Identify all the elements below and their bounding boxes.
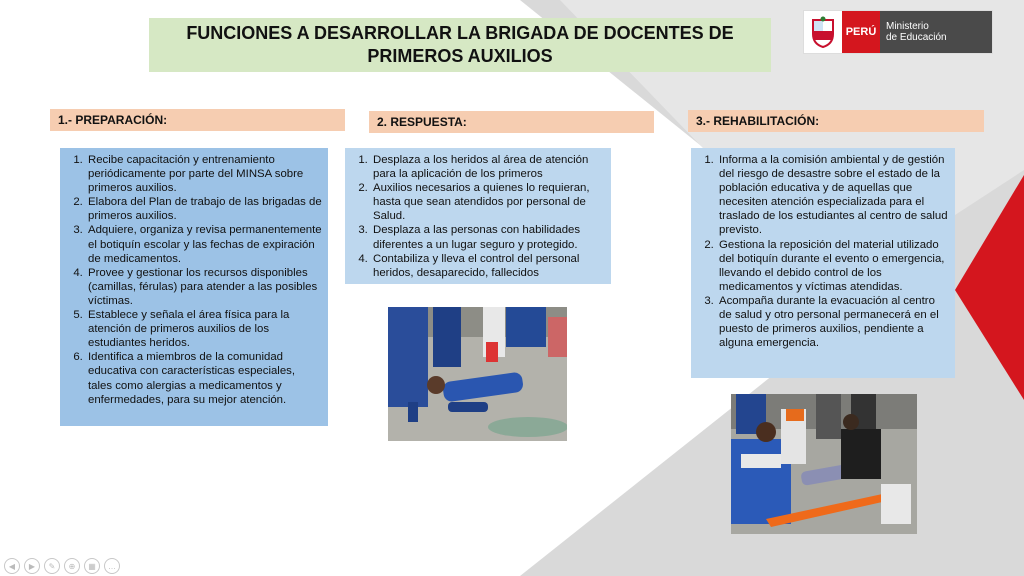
section-heading-preparacion: 1.- PREPARACIÓN: xyxy=(50,109,345,131)
stretcher-rescue-photo xyxy=(731,394,917,534)
list-item: 4. Provee y gestionar los recursos disponibles (camillas, férulas) para atender a las posibles víctimas. xyxy=(86,266,322,308)
menu-icon[interactable]: … xyxy=(104,558,120,574)
respuesta-list-box xyxy=(345,148,611,284)
list-item: 4. Contabiliza y lleva el control del personal heridos, desaparecido, fallecidos xyxy=(371,252,605,280)
list-item: 3. Acompaña durante la evacuación al centro de salud y otro personal permanecerá en el puesto de primeros auxilios, pendiente a alguna emergencia. xyxy=(717,294,949,350)
list-item: 3. Adquiere, organiza y revisa permanentemente el botiquín escolar y las fechas de expiración de medicamentos. xyxy=(86,223,322,265)
list-item: 5. Establece y señala el área física para la atención de primeros auxilios de los estudiantes heridos. xyxy=(86,308,322,350)
prev-slide-icon[interactable]: ◀ xyxy=(4,558,20,574)
peru-coat-of-arms-icon xyxy=(804,11,842,53)
zoom-icon[interactable]: ⊕ xyxy=(64,558,80,574)
rehabilitacion-list-box xyxy=(691,148,955,378)
slides-grid-icon[interactable]: ▦ xyxy=(84,558,100,574)
minedu-logo xyxy=(803,10,993,54)
list-item: 1. Desplaza a los heridos al área de atención para la aplicación de los primeros xyxy=(371,153,605,181)
slide-title: FUNCIONES A DESARROLLAR LA BRIGADA DE DOCENTES DE PRIMEROS AUXILIOS xyxy=(186,23,734,66)
slide-title-box xyxy=(149,18,771,72)
logo-peru-text: PERÚ xyxy=(842,11,880,53)
list-item: 2. Gestiona la reposición del material utilizado del botiquín durante el evento o emergencia, llevando el debido control de los medicamentos y víctimas atendidas. xyxy=(717,238,949,294)
list-item: 1. Recibe capacitación y entrenamiento periódicamente por parte del MINSA sobre primeros auxilios. xyxy=(86,153,322,195)
preparacion-list-box xyxy=(60,148,328,426)
list-item: 2. Auxilios necesarios a quienes lo requieran, hasta que sean atendidos por personal de Salud. xyxy=(371,181,605,223)
pen-icon[interactable]: ✎ xyxy=(44,558,60,574)
section-heading-respuesta: 2. RESPUESTA: xyxy=(369,111,654,133)
list-item: 1. Informa a la comisión ambiental y de gestión del riesgo de desastre sobre el estado de la población educativa y de aquellas que necesiten atención especializada para el traslado de los estudiantes al centro de salud previsto. xyxy=(717,153,949,238)
next-slide-icon[interactable]: ▶ xyxy=(24,558,40,574)
presentation-nav-controls xyxy=(4,558,120,574)
list-item: 2. Elabora del Plan de trabajo de las brigadas de primeros auxilios. xyxy=(86,195,322,223)
list-item: 3. Desplaza a las personas con habilidades diferentes a un lugar seguro y protegido. xyxy=(371,223,605,251)
first-aid-drill-photo xyxy=(388,307,567,441)
logo-ministry-text: Ministerio de Educación xyxy=(880,11,992,53)
section-heading-rehabilitacion: 3.- REHABILITACIÓN: xyxy=(688,110,984,132)
list-item: 6. Identifica a miembros de la comunidad educativa con características especiales, tales como alergias a medicamentos y enfermedades, para su mejor atención. xyxy=(86,350,322,406)
